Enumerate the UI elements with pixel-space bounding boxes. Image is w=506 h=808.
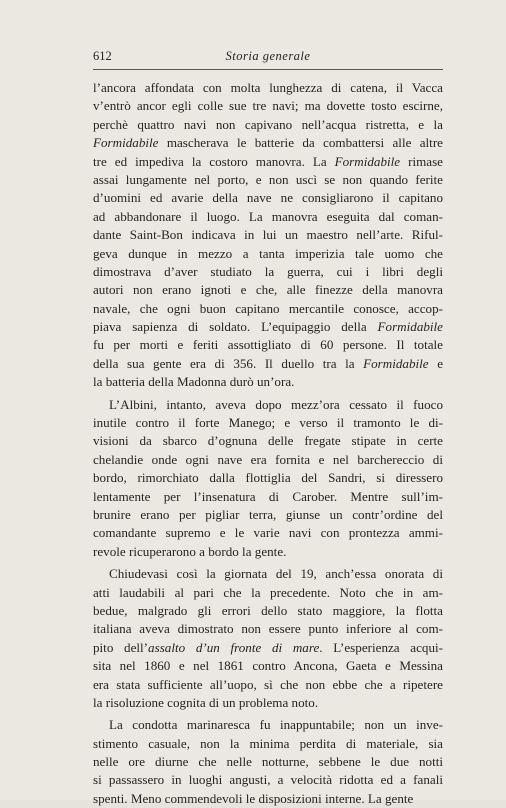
text-line bbox=[93, 189, 443, 207]
text-run: lentamente per l’insenatura di Carober. Mentre sull’im- bbox=[93, 488, 443, 504]
text-line bbox=[93, 524, 443, 542]
text-run: visioni da sbarco d’ognuna delle fregate stipate in certe bbox=[93, 433, 443, 449]
text-line bbox=[93, 208, 443, 226]
text-run: tre ed impediva la costoro manovra. La bbox=[93, 153, 335, 169]
text-run: navale, che ogni buon capitano mercantile conosce, accop- bbox=[93, 300, 443, 316]
text-line bbox=[93, 735, 443, 753]
text-line bbox=[93, 153, 443, 171]
text-line bbox=[93, 753, 443, 771]
text-run: fu per morti e feriti assottigliato di 60 persone. Il totale bbox=[93, 337, 443, 353]
text-run: nelle ore diurne che nelle notturne, sebbene le due notti bbox=[93, 754, 443, 770]
text-line bbox=[93, 97, 443, 115]
running-header bbox=[93, 49, 443, 65]
text-run: mascherava le batterie da combattersi alle altre bbox=[158, 135, 443, 151]
text-run: La condotta marinaresca fu inappuntabile; non un inve- bbox=[109, 717, 443, 733]
text-run: d’uomini ed avarie della nave ne consigliarono il capitano bbox=[93, 190, 443, 206]
italic-text: Formidabile bbox=[93, 135, 159, 151]
text-run: la batteria della Madonna durò un’ora. bbox=[93, 374, 295, 390]
text-line bbox=[93, 716, 443, 734]
text-line bbox=[93, 336, 443, 354]
text-run: pito dell’ bbox=[93, 639, 149, 655]
text-line bbox=[93, 694, 443, 712]
header-rule bbox=[93, 69, 443, 70]
running-title: Storia generale bbox=[225, 49, 311, 63]
text-run: la risoluzione cognita di un problema noto. bbox=[93, 694, 319, 710]
text-line bbox=[93, 469, 443, 487]
text-line bbox=[93, 676, 443, 694]
text-line bbox=[93, 116, 443, 134]
text-run: atti laudabili al pari che la precedente. Noto che in am- bbox=[93, 584, 443, 600]
text-line bbox=[93, 488, 443, 506]
text-run: sita nel 1860 e nel 1861 contro Ancona, Gaeta e Messina bbox=[93, 658, 443, 674]
text-line bbox=[93, 543, 443, 561]
text-run: L’Albini, intanto, aveva dopo mezz’ora cessato il fuoco bbox=[109, 396, 443, 412]
text-run: bordo, rimorchiato dalla flottiglia del Sandri, si diressero bbox=[93, 470, 443, 486]
italic-text: Formidabile bbox=[334, 153, 401, 169]
text-run: v’entrò ancor egli colle sue tre navi; ma dovette tosto escirne, bbox=[93, 98, 443, 114]
text-line bbox=[93, 771, 443, 789]
text-run: assai lungamente nel porto, e non uscì se non quando ferite bbox=[93, 171, 443, 187]
text-run: . L’esperienza acqui- bbox=[319, 639, 444, 655]
text-run: revole ricuperarono a bordo la gente. bbox=[93, 543, 287, 559]
italic-text: assalto d’un fronte di mare bbox=[148, 639, 320, 655]
text-run: ad abbandonare il luogo. La manovra eseguita dal coman- bbox=[93, 208, 443, 224]
text-run: inutile contro il forte Manego; e verso il tramonto le di- bbox=[93, 415, 443, 431]
text-line bbox=[93, 602, 443, 620]
text-run: perchè quattro navi non capivano nell’acqua ristretta, e la bbox=[93, 116, 443, 132]
text-line bbox=[93, 355, 443, 373]
text-run: Chiudevasi così la giornata del 19, anch’essa onorata di bbox=[109, 566, 443, 582]
body-text bbox=[93, 79, 443, 808]
paragraph bbox=[93, 565, 443, 712]
text-run: geva dunque in mezzo a tanta imperizia tale uomo che bbox=[93, 245, 443, 261]
paragraph bbox=[93, 396, 443, 562]
text-run: bedue, malgrado gli errori dello stato maggiore, la flotta bbox=[93, 602, 443, 618]
text-run: si passassero in luoghi angusti, a velocità ridotta ed a fanali bbox=[93, 772, 443, 788]
text-line bbox=[93, 584, 443, 602]
text-line bbox=[93, 790, 443, 808]
text-run: stimento casuale, non la minima perdita di materiale, sia bbox=[93, 735, 443, 751]
paragraph bbox=[93, 79, 443, 392]
text-run: piava sapienza di soldato. L’equipaggio della bbox=[93, 319, 378, 335]
text-run: rimase bbox=[400, 153, 443, 169]
text-run: era stata sufficiente all’uopo, sì che non ebbe che a ripetere bbox=[93, 676, 443, 692]
text-line bbox=[93, 565, 443, 583]
text-line bbox=[93, 432, 443, 450]
text-line bbox=[93, 639, 443, 657]
text-run: italiana aveva dimostrato non essere punto inferiore al com- bbox=[93, 621, 443, 637]
text-line bbox=[93, 226, 443, 244]
text-run: e bbox=[428, 355, 444, 371]
text-line bbox=[93, 657, 443, 675]
text-run: dante Saint-Bon indicava in lui un maestro nell’arte. Riful- bbox=[93, 227, 443, 243]
text-line bbox=[93, 451, 443, 469]
text-line bbox=[93, 171, 443, 189]
text-line bbox=[93, 318, 443, 336]
text-line bbox=[93, 620, 443, 638]
page-number: 612 bbox=[93, 49, 112, 63]
text-line bbox=[93, 396, 443, 414]
text-line bbox=[93, 263, 443, 281]
text-run: l’ancora affondata con molta lunghezza di catena, il Vacca bbox=[93, 80, 443, 95]
text-run: spenti. Meno commendevoli le disposizioni interne. La gente bbox=[93, 790, 414, 806]
text-run: chelandie onde ogni nave era fornita e nel barchereccio di bbox=[93, 451, 443, 467]
paragraph bbox=[93, 716, 443, 808]
text-line bbox=[93, 414, 443, 432]
text-run: autori non erano ignoti e che, alle finezze della manovra bbox=[93, 282, 443, 298]
text-run: dimostrava d’aver studiato la guerra, cui i libri degli bbox=[93, 263, 443, 279]
text-run: brunire erano per pigliar terra, giunse un contr’ordine del bbox=[93, 506, 443, 522]
italic-text: Formidabile bbox=[377, 319, 443, 335]
text-run: comandante supremo e le varie navi con prontezza ammi- bbox=[93, 525, 443, 541]
text-line bbox=[93, 373, 443, 391]
text-line bbox=[93, 506, 443, 524]
text-line bbox=[93, 281, 443, 299]
text-line bbox=[93, 300, 443, 318]
text-line bbox=[93, 79, 443, 97]
text-line bbox=[93, 134, 443, 152]
text-line bbox=[93, 245, 443, 263]
text-run: della sua gente era di 356. Il duello tra la bbox=[93, 355, 364, 371]
italic-text: Formidabile bbox=[363, 355, 429, 371]
